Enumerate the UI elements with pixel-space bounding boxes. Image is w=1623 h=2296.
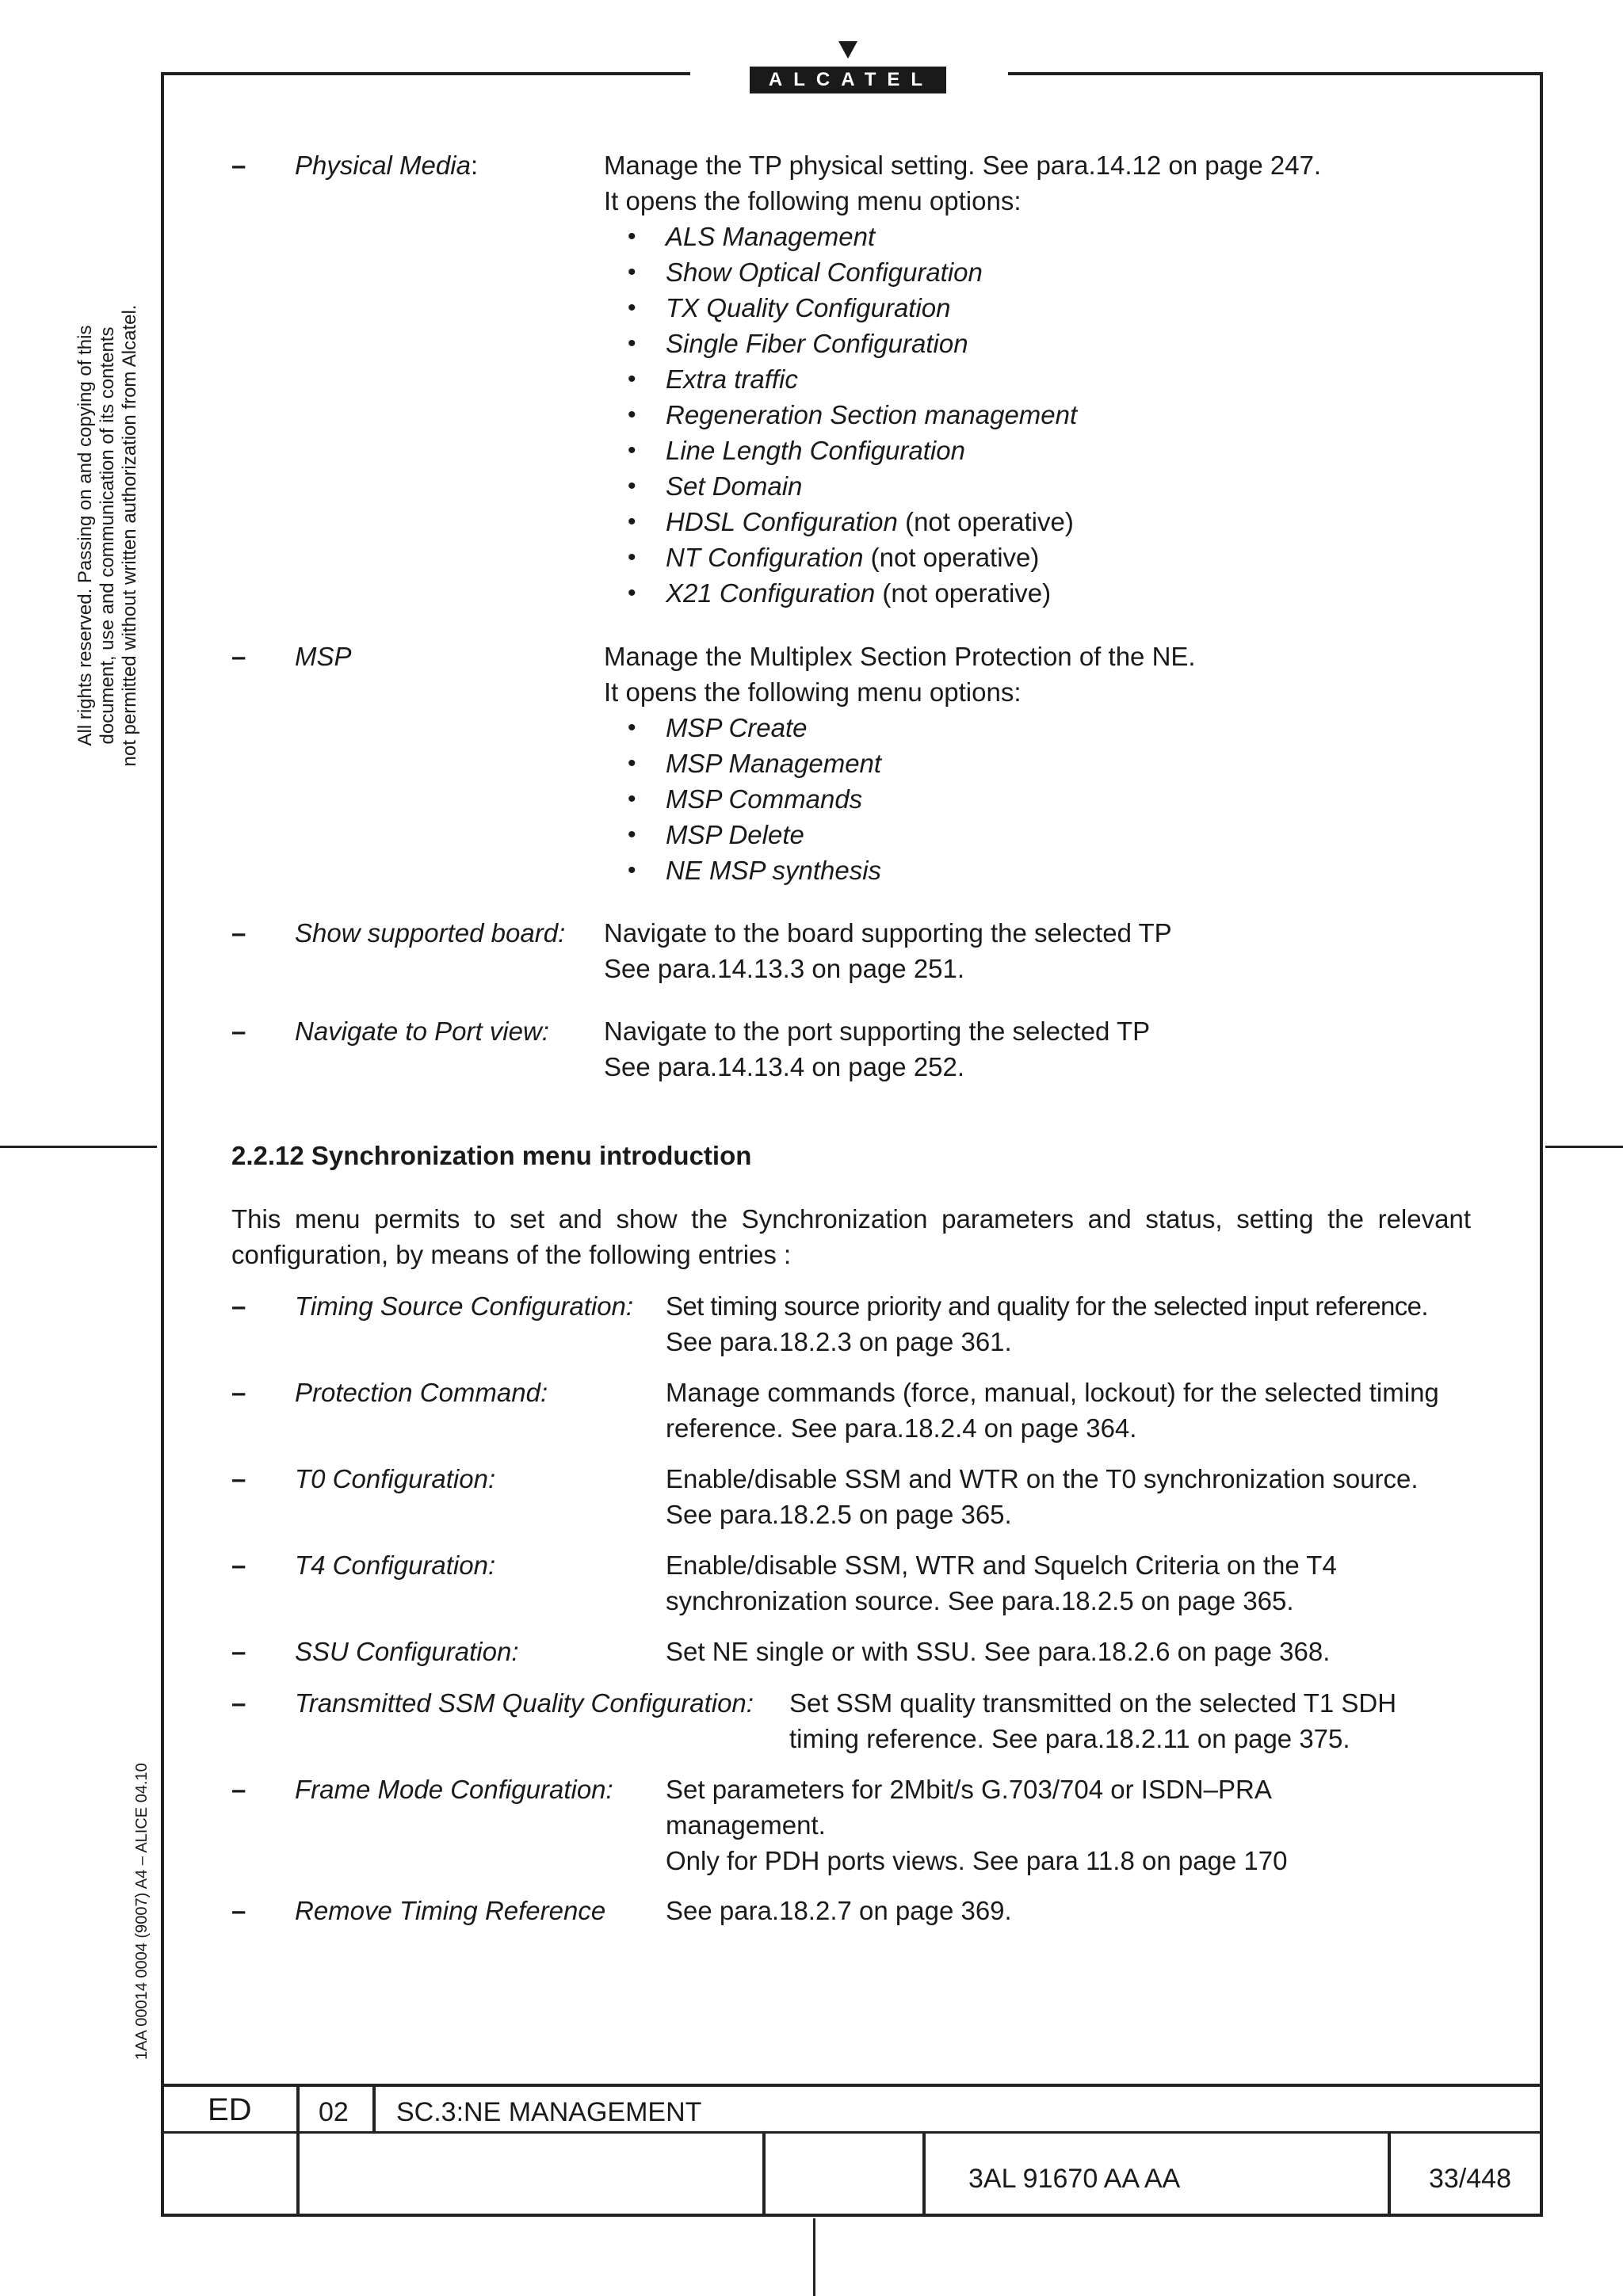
menu-option <box>666 290 951 326</box>
sync-entry-desc: timing reference. See para.18.2.11 on page 375. <box>789 1724 1350 1753</box>
side-legal-notice: All rights reserved. Passing on and copying of this document, use and communication of its contents not permitted without written authorization from Alcatel. <box>74 304 140 767</box>
bullet-icon: • <box>628 437 636 463</box>
menu-option <box>666 397 1077 433</box>
menu-option-note: (not operative) <box>863 543 1040 572</box>
bullet-icon: • <box>628 544 636 570</box>
list-dash: – <box>231 1291 246 1321</box>
list-dash: – <box>231 1378 246 1407</box>
sync-entry-term: Transmitted SSM Quality Configuration: <box>295 1688 754 1718</box>
footer-divider <box>762 2131 766 2217</box>
menu-option-label: TX Quality Configuration <box>666 293 951 322</box>
menu-option <box>666 433 965 468</box>
sync-entry-desc: Set NE single or with SSU. See para.18.2.6 on page 368. <box>666 1637 1331 1666</box>
menu-option-label: Line Length Configuration <box>666 436 965 465</box>
msp-desc: Manage the Multiplex Section Protection of the NE. <box>604 642 1196 671</box>
menu-option-note: (not operative) <box>897 507 1074 536</box>
footer-section: SC.3:NE MANAGEMENT <box>396 2097 702 2127</box>
sync-entry-term: Timing Source Configuration: <box>295 1291 634 1321</box>
sync-entry-desc: management. <box>666 1810 826 1840</box>
footer-ed-value: 02 <box>319 2097 349 2127</box>
section-heading: 2.2.12 Synchronization menu introduction <box>231 1141 752 1170</box>
list-dash: – <box>231 1775 246 1804</box>
menu-option-label: ALS Management <box>666 222 876 251</box>
sync-entry-desc: See para.18.2.3 on page 361. <box>666 1327 1012 1356</box>
menu-option <box>666 219 875 254</box>
bullet-icon: • <box>628 402 636 428</box>
menu-option-label: Regeneration Section management <box>666 400 1078 429</box>
menu-option: NE MSP synthesis <box>666 856 882 885</box>
footer-line-top <box>161 2084 1543 2087</box>
bullet-icon: • <box>628 857 636 883</box>
term-physical-media: Physical Media: <box>295 151 479 180</box>
menu-option <box>666 540 1039 575</box>
menu-option-label: NT Configuration <box>666 543 864 572</box>
bullet-icon: • <box>628 750 636 776</box>
term-show-supported-board: Show supported board: <box>295 918 566 948</box>
list-dash: – <box>231 151 246 180</box>
section-intro: This menu permits to set and show the Synchronization parameters and status, setting the relevant configuration, by means of the following entries : <box>231 1204 1471 1269</box>
footer-divider <box>296 2084 300 2217</box>
list-dash: – <box>231 1896 246 1925</box>
alcatel-logo: ALCATEL <box>750 67 946 93</box>
menu-option <box>666 326 968 361</box>
term-navigate-port-view: Navigate to Port view: <box>295 1016 549 1046</box>
crop-mark-left <box>0 1146 157 1148</box>
sync-entry-desc: Enable/disable SSM, WTR and Squelch Criteria on the T4 <box>666 1550 1337 1580</box>
show-board-desc: Navigate to the board supporting the selected TP <box>604 918 1172 948</box>
footer-divider <box>922 2131 926 2217</box>
menu-option <box>666 504 1074 540</box>
bullet-icon: • <box>628 786 636 812</box>
crop-mark-bottom <box>813 2218 815 2296</box>
side-doc-code: 1AA 00014 0004 (9007) A4 – ALICE 04.10 <box>133 1763 151 2060</box>
footer-divider <box>372 2084 376 2133</box>
menu-option: MSP Create <box>666 713 808 742</box>
menu-option-label: Single Fiber Configuration <box>666 329 968 358</box>
menu-option-note: (not operative) <box>875 578 1052 608</box>
list-dash: – <box>231 1464 246 1493</box>
list-dash: – <box>231 1637 246 1666</box>
physical-media-desc: Manage the TP physical setting. See para.14.12 on page 247. <box>604 151 1322 180</box>
show-board-ref: See para.14.13.3 on page 251. <box>604 954 965 983</box>
port-view-desc: Navigate to the port supporting the selected TP <box>604 1016 1151 1046</box>
sync-entry-desc: Only for PDH ports views. See para 11.8 on page 170 <box>666 1846 1288 1875</box>
sync-entry-term: Remove Timing Reference <box>295 1896 606 1925</box>
menu-option: MSP Commands <box>666 784 863 814</box>
menu-option-label: HDSL Configuration <box>666 507 898 536</box>
menu-option-label: Set Domain <box>666 471 803 501</box>
list-dash: – <box>231 1016 246 1046</box>
list-dash: – <box>231 642 246 671</box>
sync-entry-desc: Enable/disable SSM and WTR on the T0 synchronization source. <box>666 1464 1419 1493</box>
sync-entry-desc: Set timing source priority and quality for the selected input reference. <box>666 1291 1428 1321</box>
menu-option-label: X21 Configuration <box>666 578 876 608</box>
footer-doc-code: 3AL 91670 AA AA <box>968 2164 1181 2194</box>
sync-entry-desc: See para.18.2.7 on page 369. <box>666 1896 1012 1925</box>
sync-entry-desc: See para.18.2.5 on page 365. <box>666 1500 1012 1529</box>
sync-entry-desc: reference. See para.18.2.4 on page 364. <box>666 1413 1137 1443</box>
footer-line-mid <box>161 2131 1543 2134</box>
bullet-icon: • <box>628 366 636 392</box>
bullet-icon: • <box>628 330 636 357</box>
physical-media-desc2: It opens the following menu options: <box>604 186 1022 215</box>
menu-option: MSP Management <box>666 749 882 778</box>
menu-option: MSP Delete <box>666 820 804 849</box>
sync-entry-desc: synchronization source. See para.18.2.5 on page 365. <box>666 1586 1294 1615</box>
term-msp: MSP <box>295 642 352 671</box>
footer-ed-label: ED <box>208 2092 252 2127</box>
footer-divider <box>1388 2131 1391 2217</box>
sync-entry-term: SSU Configuration: <box>295 1637 519 1666</box>
menu-option <box>666 361 798 397</box>
menu-option <box>666 254 983 290</box>
menu-option <box>666 468 802 504</box>
crop-mark-right <box>1545 1146 1623 1148</box>
bullet-icon: • <box>628 509 636 535</box>
sync-entry-term: T4 Configuration: <box>295 1550 496 1580</box>
logo-triangle-icon <box>838 41 857 59</box>
bullet-icon: • <box>628 580 636 606</box>
menu-option <box>666 575 1051 611</box>
bullet-icon: • <box>628 295 636 321</box>
sync-entry-desc: Manage commands (force, manual, lockout) for the selected timing <box>666 1378 1439 1407</box>
msp-desc2: It opens the following menu options: <box>604 677 1022 707</box>
footer-page: 33/448 <box>1429 2164 1511 2194</box>
bullet-icon: • <box>628 223 636 250</box>
sync-entry-term: T0 Configuration: <box>295 1464 496 1493</box>
list-dash: – <box>231 1550 246 1580</box>
sync-entry-desc: Set SSM quality transmitted on the selected T1 SDH <box>789 1688 1397 1718</box>
sync-entry-term: Protection Command: <box>295 1378 548 1407</box>
sync-entry-term: Frame Mode Configuration: <box>295 1775 613 1804</box>
list-dash: – <box>231 918 246 948</box>
list-dash: – <box>231 1688 246 1718</box>
bullet-icon: • <box>628 473 636 499</box>
bullet-icon: • <box>628 822 636 848</box>
sync-entry-desc: Set parameters for 2Mbit/s G.703/704 or ISDN–PRA <box>666 1775 1272 1804</box>
bullet-icon: • <box>628 715 636 741</box>
menu-option-label: Extra traffic <box>666 364 798 394</box>
port-view-ref: See para.14.13.4 on page 252. <box>604 1052 965 1081</box>
bullet-icon: • <box>628 259 636 285</box>
menu-option-label: Show Optical Configuration <box>666 257 983 287</box>
